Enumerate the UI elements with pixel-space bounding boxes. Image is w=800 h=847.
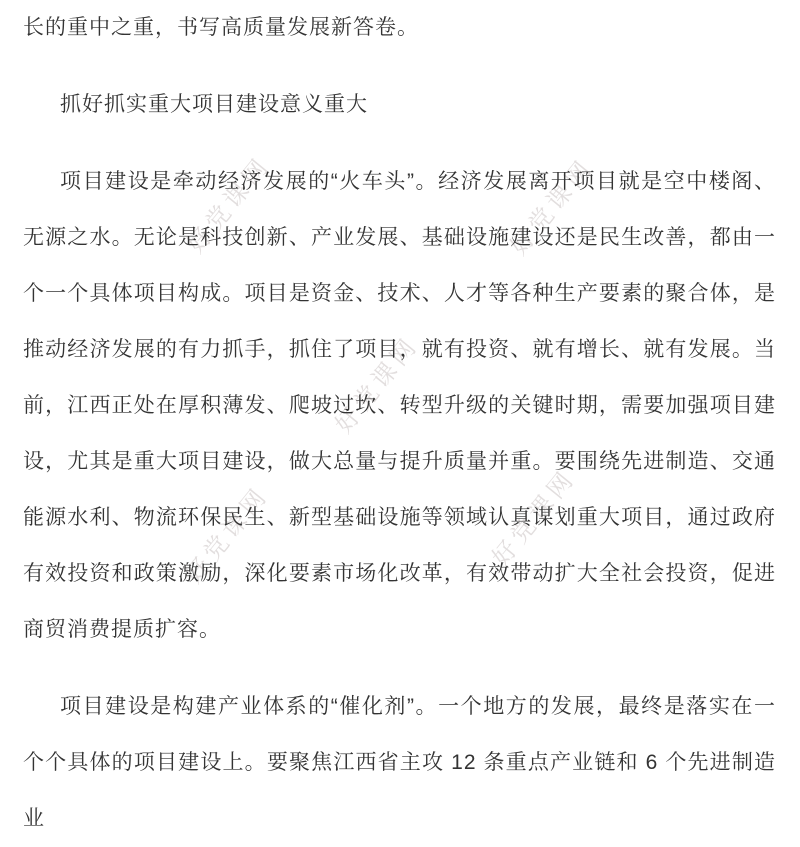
paragraph-project-catalyst: 项目建设是构建产业体系的“催化剂”。一个地方的发展，最终是落实在一个个具体的项目建设上。要聚焦江西省主攻 12 条重点产业链和 6 个先进制造业 xyxy=(23,695,776,830)
watermark-text: 好党课网 xyxy=(505,153,600,261)
watermark-text: 好党课网 xyxy=(180,481,275,589)
section-heading: 抓好抓实重大项目建设意义重大 xyxy=(60,93,368,116)
watermark-text: 好党课网 xyxy=(182,151,277,259)
paragraph-continuation: 长的重中之重，书写高质量发展新答卷。 xyxy=(23,16,419,39)
watermark-text: 好党课网 xyxy=(487,464,582,572)
paragraph-project-engine: 项目建设是牵动经济发展的“火车头”。经济发展离开项目就是空中楼阁、无源之水。无论是科技创新、产业发展、基础设施建设还是民生改善，都由一个一个具体项目构成。项目是资金、技术、人才等各种生产要素的聚合体，是推动经济发展的有力抓手，抓住了项目，就有投资、就有增长、就有发展。当前，江西正处在厚积薄发、爬坡过坎、转型升级的关键时期，需要加强项目建设，尤其是重大项目建设，做大总量与提升质量并重。要围绕先进制造、交通能源水利、物流环保民生、新型基础设施等领域认真谋划重大项目，通过政府有效投资和政策激励，深化要素市场化改革，有效带动扩大全社会投资，促进商贸消费提质扩容。 xyxy=(23,170,776,641)
watermark-text: 好党课网 xyxy=(330,331,425,439)
